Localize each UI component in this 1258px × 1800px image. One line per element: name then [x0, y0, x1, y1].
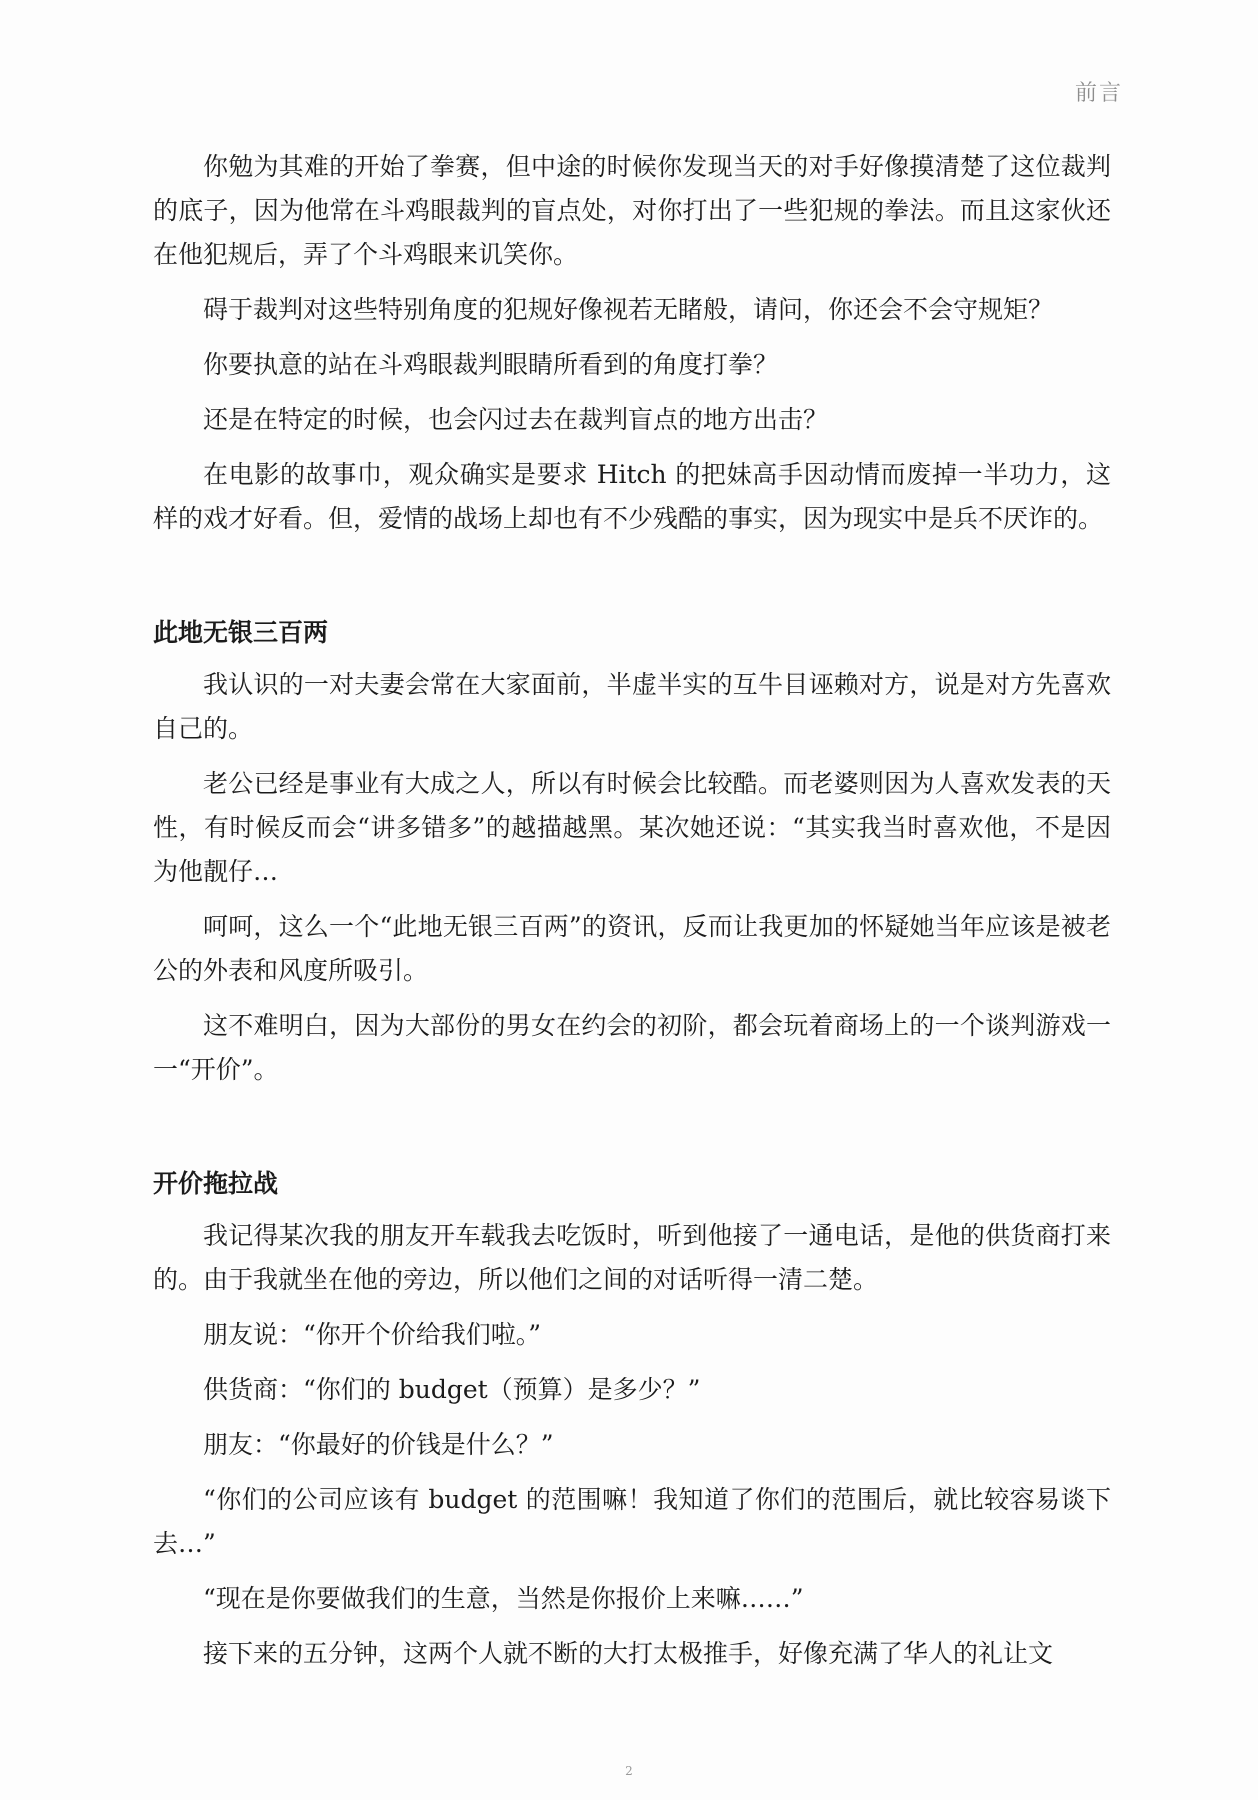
section-heading: 开价拖拉战 [153, 1169, 279, 1198]
paragraph: 这不难明白，因为大部份的男女在约会的初阶，都会玩着商场上的一个谈判游戏一一“开价”。 [153, 1011, 1111, 1084]
paragraph: 朋友：“你最好的价钱是什么？” [203, 1430, 554, 1459]
paragraph: 在电影的故事巾，观众确实是要求 Hitch 的把妹高手因动情而废掉一半功力，这样的戏才好看。但，爱情的战场上却也有不少残酷的事实，因为现实中是兵不厌诈的。 [153, 460, 1111, 533]
paragraph: “现在是你要做我们的生意，当然是你报价上来嘛……” [203, 1584, 804, 1613]
paragraph: 还是在特定的时候，也会闪过去在裁判盲点的地方出击？ [203, 405, 829, 434]
page-number: 2 [625, 1764, 633, 1778]
paragraph: 老公已经是事业有大成之人，所以有时候会比较酷。而老婆则因为人喜欢发表的天性，有时候反而会“讲多错多”的越描越黑。某次她还说：“其实我当时喜欢他，不是因为他靓仔… [153, 769, 1111, 886]
paragraph: 朋友说：“你开个价给我们啦。” [203, 1320, 542, 1349]
body-text [153, 145, 1111, 1687]
paragraph: 碍于裁判对这些特别角度的犯规好像视若无睹般，请问，你还会不会守规矩？ [203, 295, 1054, 324]
section-heading: 此地无银三百两 [153, 618, 329, 647]
paragraph: 呵呵，这么一个“此地无银三百两”的资讯，反而让我更加的怀疑她当年应该是被老公的外表和风度所吸引。 [153, 912, 1111, 985]
paragraph: 供货商：“你们的 budget（预算）是多少？” [203, 1375, 701, 1404]
paragraph: 我记得某次我的朋友开车载我去吃饭时，听到他接了一通电话，是他的供货商打来的。由于我就坐在他的旁边，所以他们之间的对话听得一清二楚。 [153, 1221, 1111, 1294]
paragraph: 接下来的五分钟，这两个人就不断的大打太极推手，好像充满了华人的礼让文 [203, 1639, 1054, 1668]
paragraph: 我认识的一对夫妻会常在大家面前，半虚半实的互牛目诬赖对方，说是对方先喜欢自己的。 [153, 670, 1111, 743]
running-header: 前言 [1074, 81, 1123, 106]
paragraph: “你们的公司应该有 budget 的范围嘛！我知道了你们的范围后，就比较容易谈下去…” [153, 1485, 1111, 1558]
paragraph: 你要执意的站在斗鸡眼裁判眼睛所看到的角度打拳？ [203, 350, 779, 379]
paragraph: 你勉为其难的开始了拳赛，但中途的时候你发现当天的对手好像摸清楚了这位裁判的底子，因为他常在斗鸡眼裁判的盲点处，对你打出了一些犯规的拳法。而且这家伙还在他犯规后，弄了个斗鸡眼来讥笑你。 [153, 152, 1111, 269]
